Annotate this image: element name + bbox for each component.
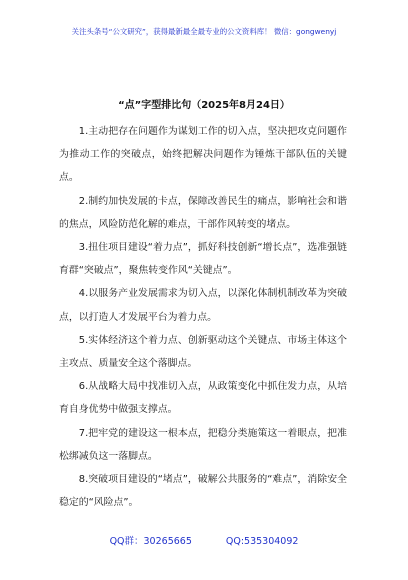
paragraph-3: 3.扭住项目建设“着力点”，抓好科技创新“增长点”，选准强链育群“突破点”，聚焦转变作风“关键点”。: [59, 242, 347, 277]
paragraph-1: 1.主动把存在问题作为谋划工作的切入点，坚决把攻克问题作为推动工作的突破点，始终把解决问题作为锤炼干部队伍的关键点。: [59, 126, 347, 184]
footer-qq-group: QQ群：30265665: [109, 536, 192, 547]
document-body: [59, 120, 347, 514]
document-title: “点”字型排比句（2025年8月24日）: [118, 100, 290, 111]
paragraph-4: 4.以服务产业发展需求为切入点，以深化体制机制改革为突破点，以打造人才发展平台为着力点。: [59, 288, 347, 323]
paragraph-8: 8.突破项目建设的“堵点”，破解公共服务的“难点”，消除安全稳定的“风险点”。: [59, 474, 347, 509]
footer-contact: [0, 533, 408, 547]
paragraph-2: 2.制约加快发展的卡点，保障改善民生的痛点，影响社会和谐的焦点，风险防范化解的难点，干部作风转变的堵点。: [59, 195, 347, 230]
header-banner: 关注头条号“公文研究”，获得最新最全最专业的公文资料库！ 微信：gongwenyj: [71, 27, 337, 36]
footer-qq-number: QQ:535304092: [225, 536, 299, 547]
paragraph-6: 6.从战略大局中找准切入点，从政策变化中抓住发力点，从培育自身优势中做强支撑点。: [59, 381, 347, 416]
paragraph-7: 7.把牢党的建设这一根本点，把稳分类施策这一着眼点，把准松绑减负这一落脚点。: [59, 427, 347, 462]
paragraph-5: 5.实体经济这个着力点、创新驱动这个关键点、市场主体这个主攻点、质量安全这个落脚点。: [59, 334, 347, 370]
